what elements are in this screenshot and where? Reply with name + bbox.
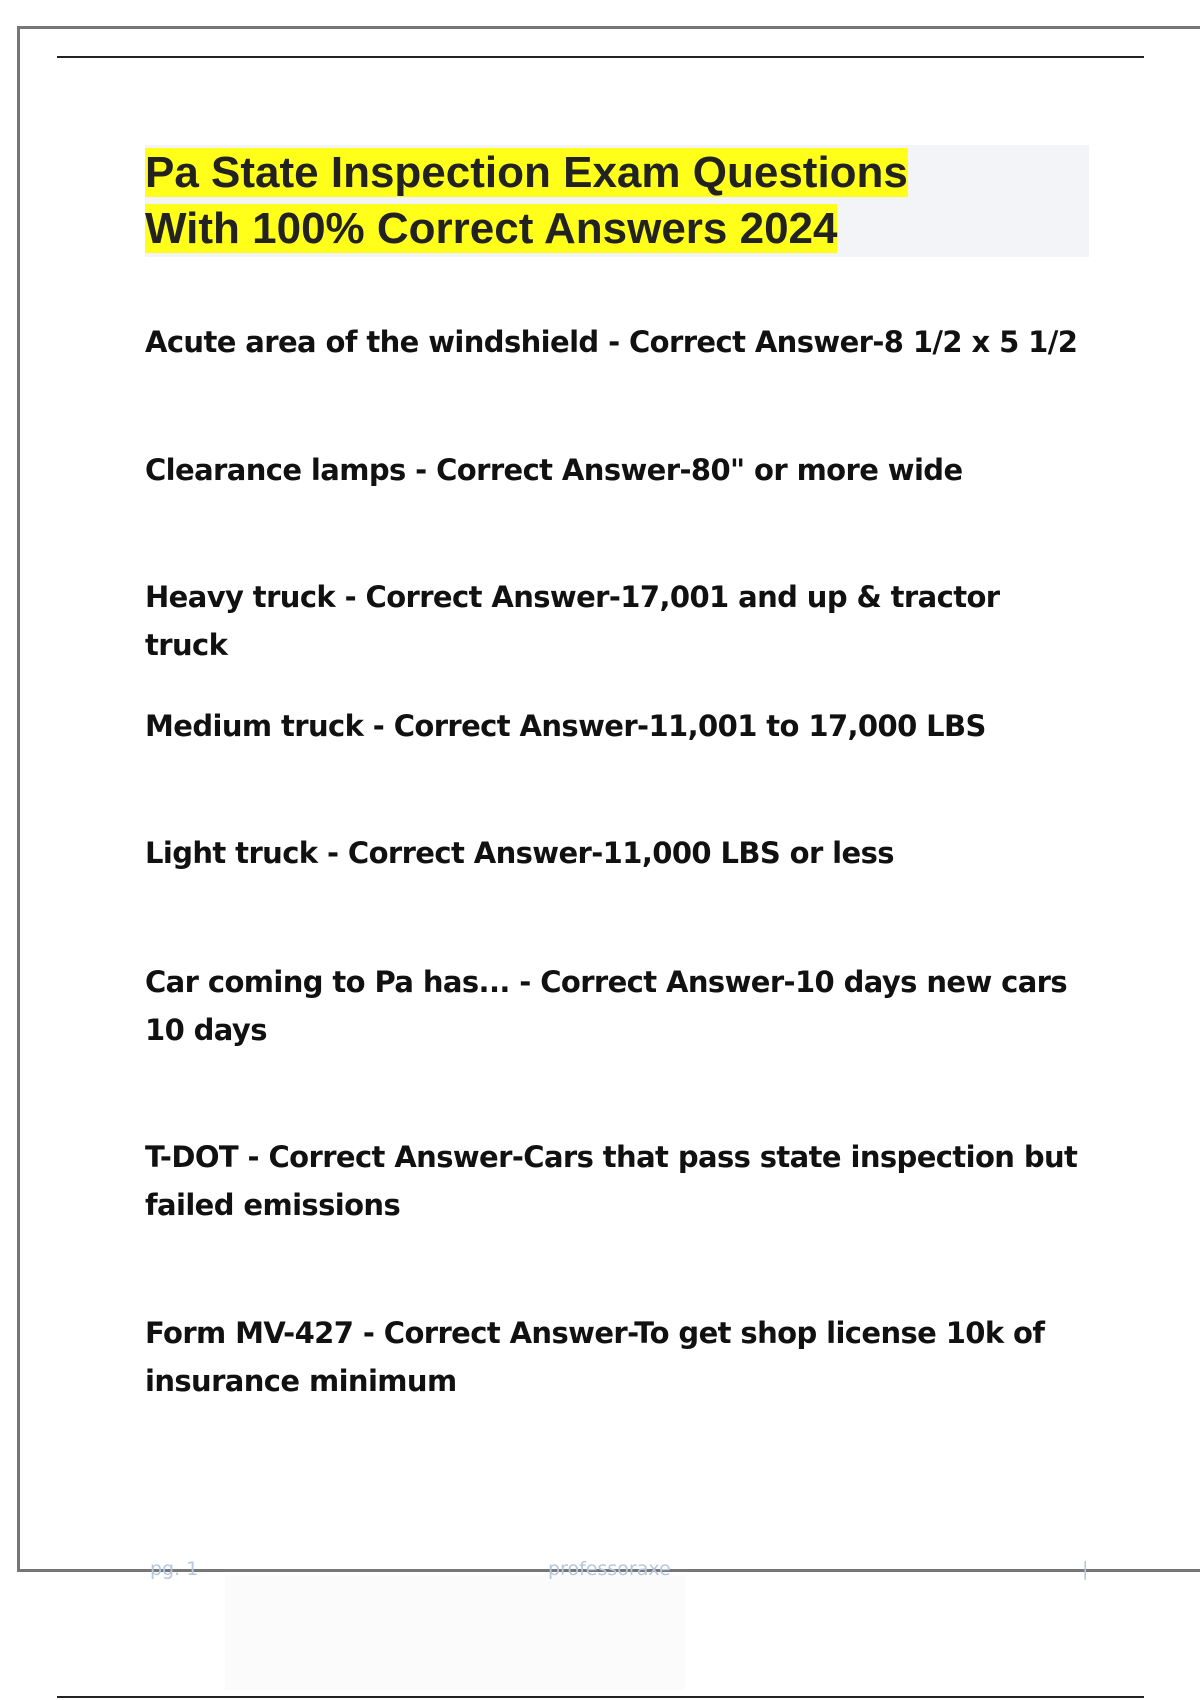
qa-item: T-DOT - Correct Answer-Cars that pass state inspection but failed emissions: [145, 1140, 1078, 1222]
bottom-divider: [57, 1696, 1144, 1698]
title-line-2: With 100% Correct Answers 2024: [145, 204, 838, 253]
qa-item: Light truck - Correct Answer-11,000 LBS or less: [145, 836, 894, 870]
title-block: [145, 145, 1089, 257]
document-title: [145, 145, 1089, 257]
qa-item: Form MV-427 - Correct Answer-To get shop license 10k of insurance minimum: [145, 1316, 1045, 1398]
qa-item: Acute area of the windshield - Correct Answer-8 1/2 x 5 1/2: [145, 325, 1078, 359]
title-line-1: Pa State Inspection Exam Questions: [145, 148, 908, 197]
qa-item: Car coming to Pa has... - Correct Answer-10 days new cars 10 days: [145, 965, 1068, 1047]
page-footer: [0, 1558, 1200, 1588]
qa-item: Clearance lamps - Correct Answer-80" or more wide: [145, 453, 963, 487]
footer-page-number: pg. 1: [150, 1558, 199, 1580]
qa-item: Heavy truck - Correct Answer-17,001 and up & tractor truck: [145, 580, 1000, 662]
top-divider: [57, 56, 1144, 58]
bottom-shade: [225, 1575, 685, 1690]
footer-author: professoraxe: [548, 1558, 671, 1580]
qa-item: Medium truck - Correct Answer-11,001 to 17,000 LBS: [145, 709, 986, 743]
footer-separator: |: [1082, 1558, 1089, 1580]
